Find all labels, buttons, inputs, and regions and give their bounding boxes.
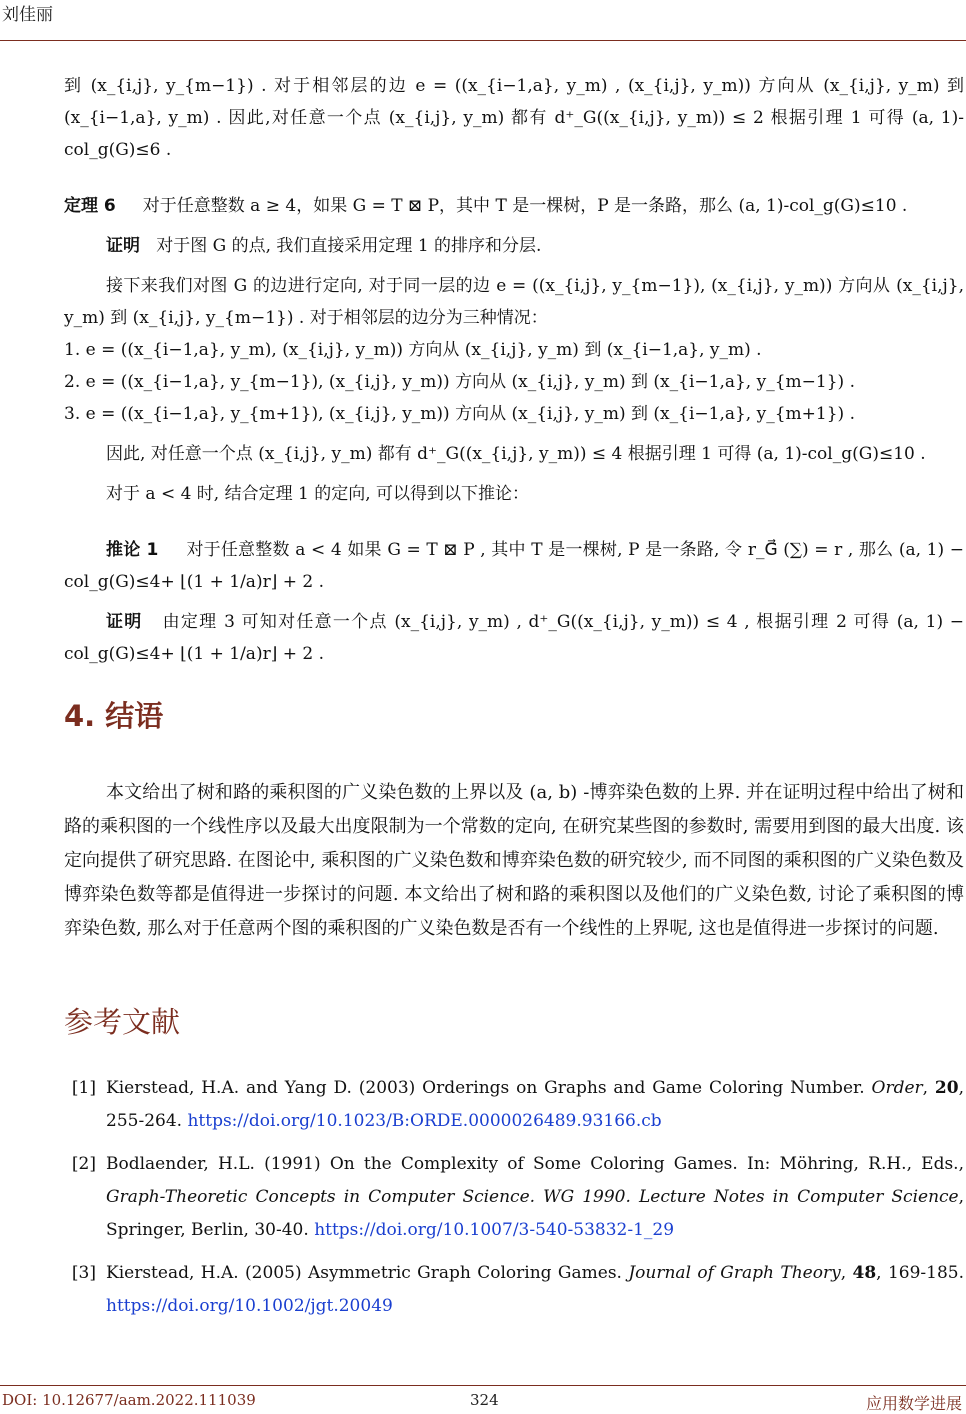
page-header (0, 0, 966, 42)
reference-doi-link[interactable]: https://doi.org/10.1002/jgt.20049 (106, 1296, 393, 1316)
reference-doi-link[interactable]: https://doi.org/10.1007/3-540-53832-1_29 (314, 1220, 675, 1240)
references-title: 参考文献 (64, 1005, 181, 1039)
corollary-text: 对于任意整数 a < 4 如果 G = T ⊠ P , 其中 T 是一棵树, P 是一条路, 令 r_G⃗ (∑) = r , 那么 (a, 1) − col_g(G)≤4+ ⌊(1 + 1/a)r⌋ + 2 . (64, 540, 964, 592)
case-1: 1. e = ((x_{i−1,a}, y_m), (x_{i,j}, y_m)) 方向从 (x_{i,j}, y_m) 到 (x_{i−1,a}, y_m) . (64, 340, 762, 360)
proof-2 (64, 606, 964, 670)
reference-item (64, 1257, 964, 1323)
case-2: 2. e = ((x_{i−1,a}, y_{m−1}), (x_{i,j}, y_m)) 方向从 (x_{i,j}, y_m) 到 (x_{i−1,a}, y_{m−1}) . (64, 372, 855, 392)
proof-1 (64, 230, 964, 262)
reference-number: [1] (71, 1078, 96, 1098)
paragraph-corollary-intro: 对于 a < 4 时, 结合定理 1 的定向, 可以得到以下推论： (106, 484, 530, 504)
proof-text: 由定理 3 可知对任意一个点 (x_{i,j}, y_m) , d⁺_G((x_{i,j}, y_m)) ≤ 4 , 根据引理 2 可得 (a, 1) − col_g(G)≤4+ ⌊(1 + 1/a)r⌋ + 2 . (64, 612, 964, 664)
footer-divider (0, 1385, 966, 1386)
page-number: 324 (470, 1391, 499, 1409)
corollary-1 (64, 534, 964, 598)
reference-item (64, 1072, 964, 1138)
reference-number: [2] (71, 1154, 96, 1174)
paragraph-continuation: 到 (x_{i,j}, y_{m−1}) . 对于相邻层的边 e = ((x_{i−1,a}, y_m) , (x_{i,j}, y_m)) 方向从 (x_{i,j}, y_m) 到 (x_{i−1,a}, y_m) . 因此,对任意一个点 (x_{i,j}, y_m) 都有 d⁺_G((x_{i,j}, y_m)) ≤ 2 根据引理 1 可得 (a, 1)-col_g(G)≤6 . (64, 76, 964, 160)
section-title: 4. 结语 (64, 699, 164, 733)
theorem-text: 对于任意整数 a ≥ 4，如果 G = T ⊠ P，其中 T 是一棵树，P 是一条路，那么 (a, 1)-col_g(G)≤10 . (142, 196, 908, 216)
proof-label: 证明 (106, 236, 140, 256)
corollary-label: 推论 1 (106, 540, 159, 560)
reference-doi-link[interactable]: https://doi.org/10.1023/B:ORDE.0000026489.93166.cb (187, 1111, 662, 1131)
theorem-label: 定理 6 (64, 196, 116, 216)
reference-number: [3] (71, 1263, 96, 1283)
reference-list (64, 1072, 964, 1323)
reference-text: Kierstead, H.A. and Yang D. (2003) Orderings on Graphs and Game Coloring Number. Order, 20, 255-264. https://doi.org/10.1023/B:ORDE.0000026489.93166.cb (106, 1078, 964, 1131)
footer-doi: DOI: 10.12677/aam.2022.111039 (2, 1391, 256, 1409)
paragraph-conclusion-bound: 因此, 对任意一个点 (x_{i,j}, y_m) 都有 d⁺_G((x_{i,j}, y_m)) ≤ 4 根据引理 1 可得 (a, 1)-col_g(G)≤10 . (106, 444, 926, 464)
header-author: 刘佳丽 (2, 5, 53, 25)
page-content (64, 70, 964, 1333)
reference-text: Kierstead, H.A. (2005) Asymmetric Graph Coloring Games. Journal of Graph Theory, 48, 169-185. https://doi.org/10.1002/jgt.20049 (106, 1263, 964, 1316)
paragraph-orientation: 接下来我们对图 G 的边进行定向, 对于同一层的边 e = ((x_{i,j}, y_{m−1}), (x_{i,j}, y_m)) 方向从 (x_{i,j}, y_m) 到 (x_{i,j}, y_{m−1}) . 对于相邻层的边分为三种情况： (64, 276, 964, 328)
section-conclusion-text: 本文给出了树和路的乘积图的广义染色数的上界以及 (a, b) -博弈染色数的上界. 并在证明过程中给出了树和路的乘积图的一个线性序以及最大出度限制为一个常数的定向, 在研究某些图的参数时, 需要用到图的最大出度. 该定向提供了研究思路. 在图论中, 乘积图的广义染色数和博弈染色数的研究较少, 而不同图的乘积图的广义染色数及博弈染色数等都是值得进一步探讨的问题. 本文给出了树和路的乘积图以及他们的广义染色数, 讨论了乘积图的博弈染色数, 那么对于任意两个图的乘积图的广义染色数是否有一个线性的上界呢, 这也是值得进一步探讨的问题. (64, 782, 964, 939)
proof-text: 对于图 G 的点, 我们直接采用定理 1 的排序和分层. (156, 236, 542, 256)
case-3: 3. e = ((x_{i−1,a}, y_{m+1}), (x_{i,j}, y_m)) 方向从 (x_{i,j}, y_m) 到 (x_{i−1,a}, y_{m+1}) . (64, 404, 855, 424)
footer-journal-name: 应用数学进展 (865, 1394, 962, 1413)
reference-text: Bodlaender, H.L. (1991) On the Complexity of Some Coloring Games. In: Möhring, R.H., Eds., Graph-Theoretic Concepts in Computer Science. WG 1990. Lecture Notes in Computer Science, Springer, Berlin, 30-40. https://doi.org/10.1007/3-540-53832-1_29 (106, 1154, 964, 1240)
proof-label: 证明 (106, 612, 143, 632)
reference-item (64, 1148, 964, 1247)
header-divider (0, 40, 966, 41)
theorem-6 (64, 190, 964, 222)
